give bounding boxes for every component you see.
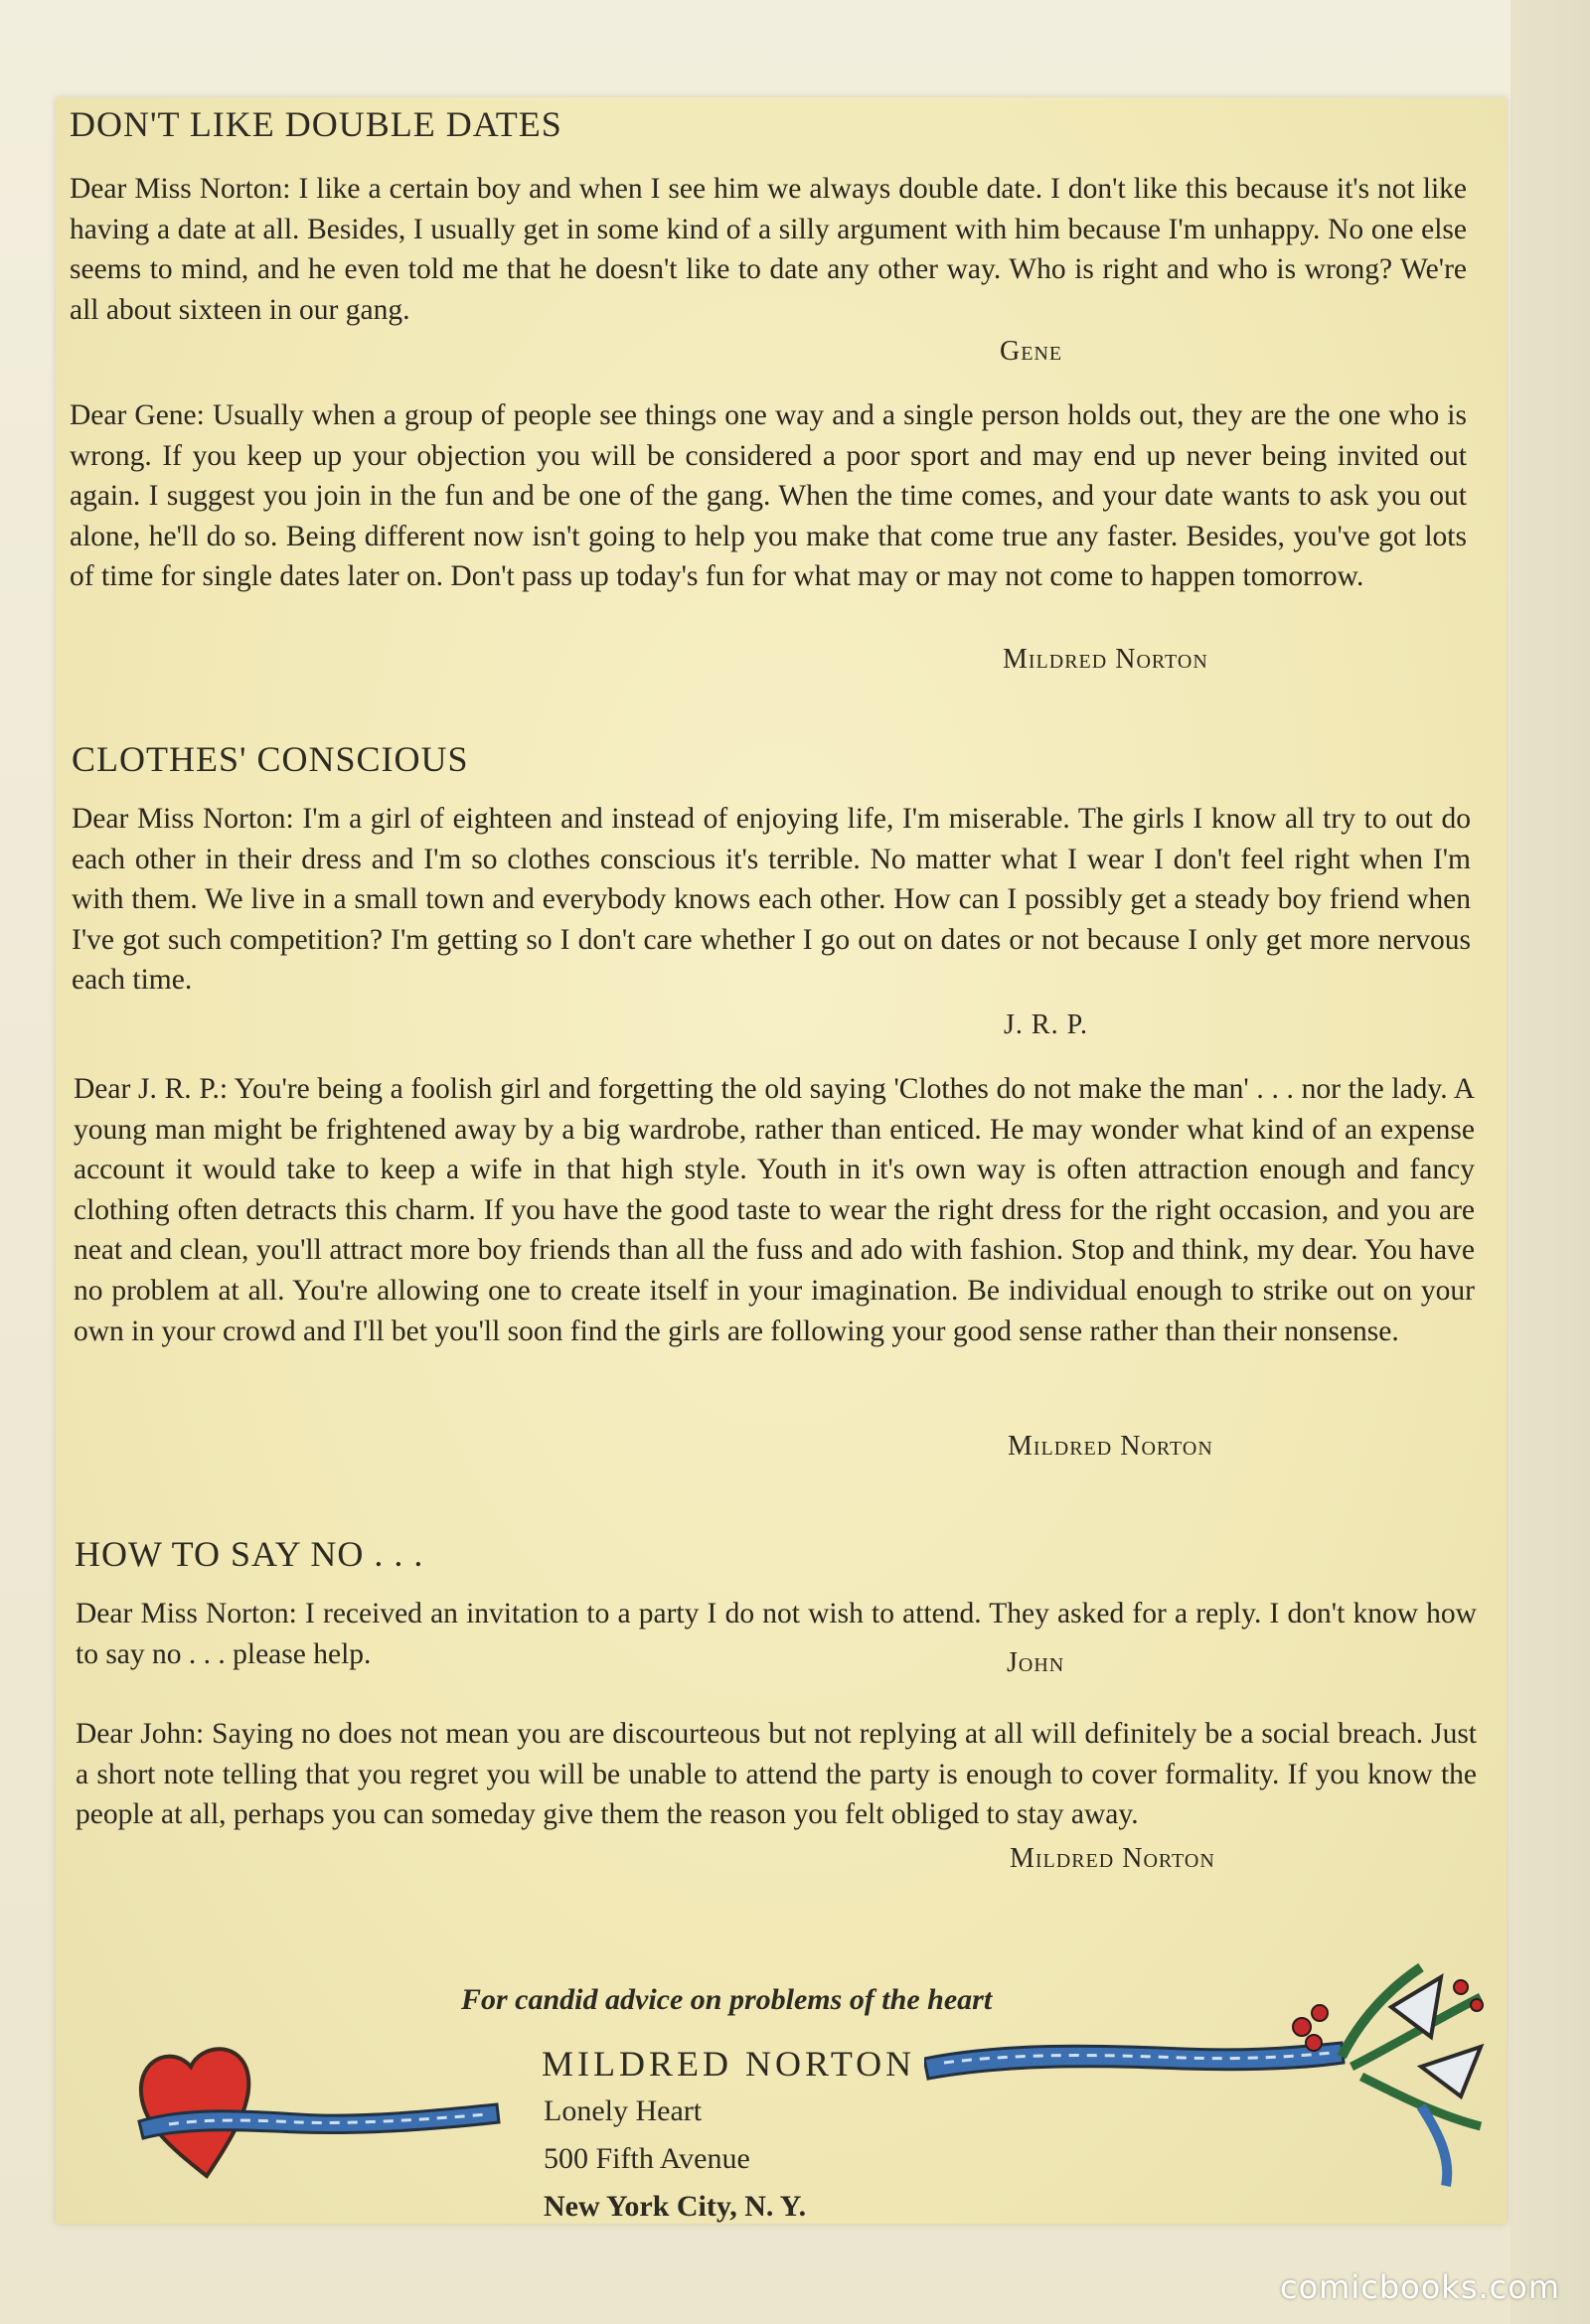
section-heading: DON'T LIKE DOUBLE DATES	[70, 104, 562, 144]
reply-text: Dear Gene: Usually when a group of people see things one way and a single person holds out, they are the one who is wrong. If you keep up your objection you will be considered a poor sport and may end up never being invited out again. I suggest you join in the fun and be one of the gang. When the time comes, and your date wants to ask you out alone, he'll do so. Being different now isn't going to help you make that come true any faster. Besides, you've got lots of time for single dates later on. Don't pass up today's fun for what may or may not come to happen tomorrow.	[70, 399, 1467, 593]
columnist-name: MILDRED NORTON	[542, 2044, 916, 2084]
reply-signature: Mildred Norton	[1008, 1431, 1213, 1462]
letter-signature: J. R. P.	[1004, 1009, 1089, 1040]
section-heading: HOW TO SAY NO . . .	[75, 1534, 424, 1574]
reply-signature: Mildred Norton	[1010, 1843, 1215, 1874]
address-line: 500 Fifth Avenue	[544, 2142, 750, 2175]
ribbon-icon	[924, 2043, 1344, 2079]
reply-signature: Mildred Norton	[1003, 644, 1208, 675]
heart-ribbon-illustration	[129, 2027, 507, 2196]
bouquet-ribbon-illustration	[924, 1947, 1510, 2196]
letter-text: Dear Miss Norton: I'm a girl of eighteen and instead of enjoying life, I'm miserable. The girls I know all try to out do each other in their dress and I'm so clothes conscious it's terrible. No matter what I wear I don't feel right when I'm with them. We live in a small town and everybody knows each other. How can I possibly get a steady boy friend when I've got such competition? I'm getting so I don't care whether I go out on dates or not because I only get more nervous each time.	[72, 803, 1471, 997]
address-line: Lonely Heart	[544, 2094, 703, 2127]
section-heading: CLOTHES' CONSCIOUS	[72, 739, 469, 779]
letter-signature: John	[1007, 1647, 1065, 1678]
watermark: comicbooks.com	[1279, 2268, 1560, 2306]
reply-text: Dear John: Saying no does not mean you are discourteous but not replying at all will definitely be a social breach. Just a short note telling that you regret you will be unable to attend the party is enough to cover formality. If you know the people at all, perhaps you can someday give them the reason you felt obliged to stay away.	[76, 1718, 1477, 1831]
reply-text: Dear J. R. P.: You're being a foolish girl and forgetting the old saying 'Clothes do not make the man' . . . nor the lady. A young man might be frightened away by a big wardrobe, rather than enticed. He may wonder what kind of an expense account it would take to keep a wife in that high style. Youth in it's own way is often attraction enough and fancy clothing often detracts this charm. If you have the good taste to wear the right dress for the right occasion, and you are neat and clean, you'll attract more boy friends than all the fuss and ado with fashion. Stop and think, my dear. You have no problem at all. You're allowing one to create itself in your imagination. Be individual enough to strike out on your own in your crowd and I'll bet you'll soon find the girls are following your good sense rather than their nonsense.	[74, 1073, 1475, 1347]
letter-text: Dear Miss Norton: I like a certain boy and when I see him we always double date. I don't like this because it's not like having a date at all. Besides, I usually get in some kind of a silly argument with him because I'm unhappy. No one else seems to mind, and he even told me that he doesn't like to date any other way. Who is right and who is wrong? We're all about sixteen in our gang.	[70, 173, 1467, 326]
footer-tagline: For candid advice on problems of the heart	[461, 1983, 993, 2016]
letter-signature: Gene	[1000, 336, 1063, 367]
letter-text: Dear Miss Norton: I received an invitation to a party I do not wish to attend. They asked for a reply. I don't know how to say no . . . please help.	[76, 1598, 1477, 1670]
bouquet-icon	[1293, 1967, 1483, 2186]
address-line: New York City, N. Y.	[544, 2190, 807, 2223]
page-edge	[1510, 0, 1590, 2324]
